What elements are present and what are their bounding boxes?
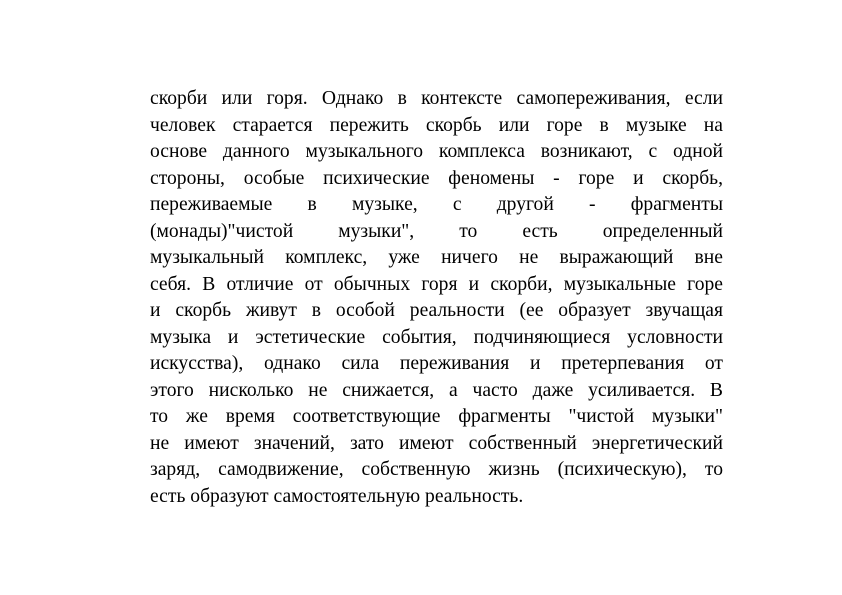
text-line: музыкальный комплекс, уже ничего не выражающий вне [150,247,723,268]
text-line: и скорбь живут в особой реальности (ее образует звучащая [150,300,723,321]
text-line: музыка и эстетические события, подчиняющиеся условности [150,326,723,348]
text-line: заряд, самодвижение, собственную жизнь (психическую), то [150,459,723,480]
text-line: человек старается пережить скорбь или горе в музыке на [150,114,723,136]
text-line: не имеют значений, зато имеют собственный энергетический [150,432,723,454]
text-line: то же время соответствующие фрагменты "чистой музыки" [150,406,723,427]
text-line: основе данного музыкального комплекса возникают, с одной [150,141,723,162]
text-line: переживаемые в музыке, с другой - фрагменты [150,194,723,215]
body-paragraph [150,86,723,510]
text-line: (монады)"чистой музыки", то есть определенный [150,220,723,242]
text-line: себя. В отличие от обычных горя и скорби, музыкальные горе [150,273,723,295]
text-line: этого нисколько не снижается, а часто даже усиливается. В [150,379,723,401]
text-line: есть образуют самостоятельную реальность. [150,485,524,507]
text-line: стороны, особые психические феномены - горе и скорбь, [150,167,723,189]
text-line: скорби или горя. Однако в контексте самопереживания, если [150,88,723,109]
text-line: искусства), однако сила переживания и претерпевания от [150,353,723,374]
